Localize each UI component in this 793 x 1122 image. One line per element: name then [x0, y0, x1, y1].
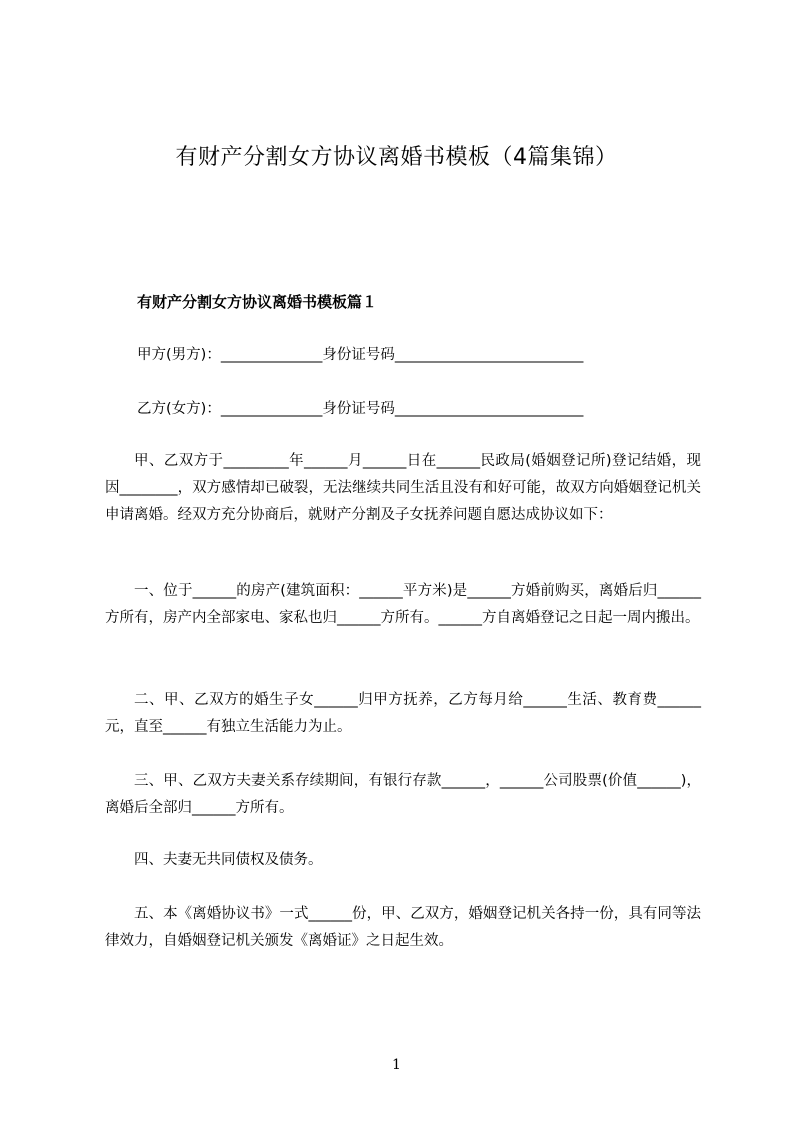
- paragraph-clause-1: 一、位于______的房产(建筑面积：______平方米)是______方婚前购买，离婚后归______方所有，房产内全部家电、家私也归______方所有。______方自离婚登记之日起一周内搬出。: [105, 583, 701, 626]
- paragraph-clause-2: 二、甲、乙双方的婚生子女______归甲方抚养，乙方每月给______生活、教育费______元，直至______有独立生活能力为止。: [105, 692, 701, 735]
- paragraph-clause-3: 三、甲、乙双方夫妻关系存续期间，有银行存款______，______公司股票(价值______)，离婚后全部归______方所有。: [105, 773, 701, 816]
- paragraph-clause-5: 五、本《离婚协议书》一式______份，甲、乙双方，婚姻登记机关各持一份，具有同等法律效力，自婚姻登记机关颁发《离婚证》之日起生效。: [105, 906, 701, 949]
- party-b-line: 乙方(女方)：______________身份证号码__________________________: [137, 401, 584, 417]
- page-number: 1: [392, 1057, 401, 1073]
- paragraph-clause-4: 四、夫妻无共同债权及债务。: [134, 852, 323, 868]
- paragraph-intro: 甲、乙双方于_________年______月______日在______民政局(婚姻登记所)登记结婚，现因________，双方感情却已破裂，无法继续共同生活且没有和好可能，故双方向婚姻登记机关申请离婚。经双方充分协商后，就财产分割及子女抚养问题自愿达成协议如下：: [105, 453, 701, 523]
- party-a-line: 甲方(男方)：______________身份证号码__________________________: [137, 347, 584, 363]
- section-heading: 有财产分割女方协议离婚书模板篇１: [137, 293, 378, 311]
- document-title: 有财产分割女方协议离婚书模板（4篇集锦）: [175, 145, 618, 170]
